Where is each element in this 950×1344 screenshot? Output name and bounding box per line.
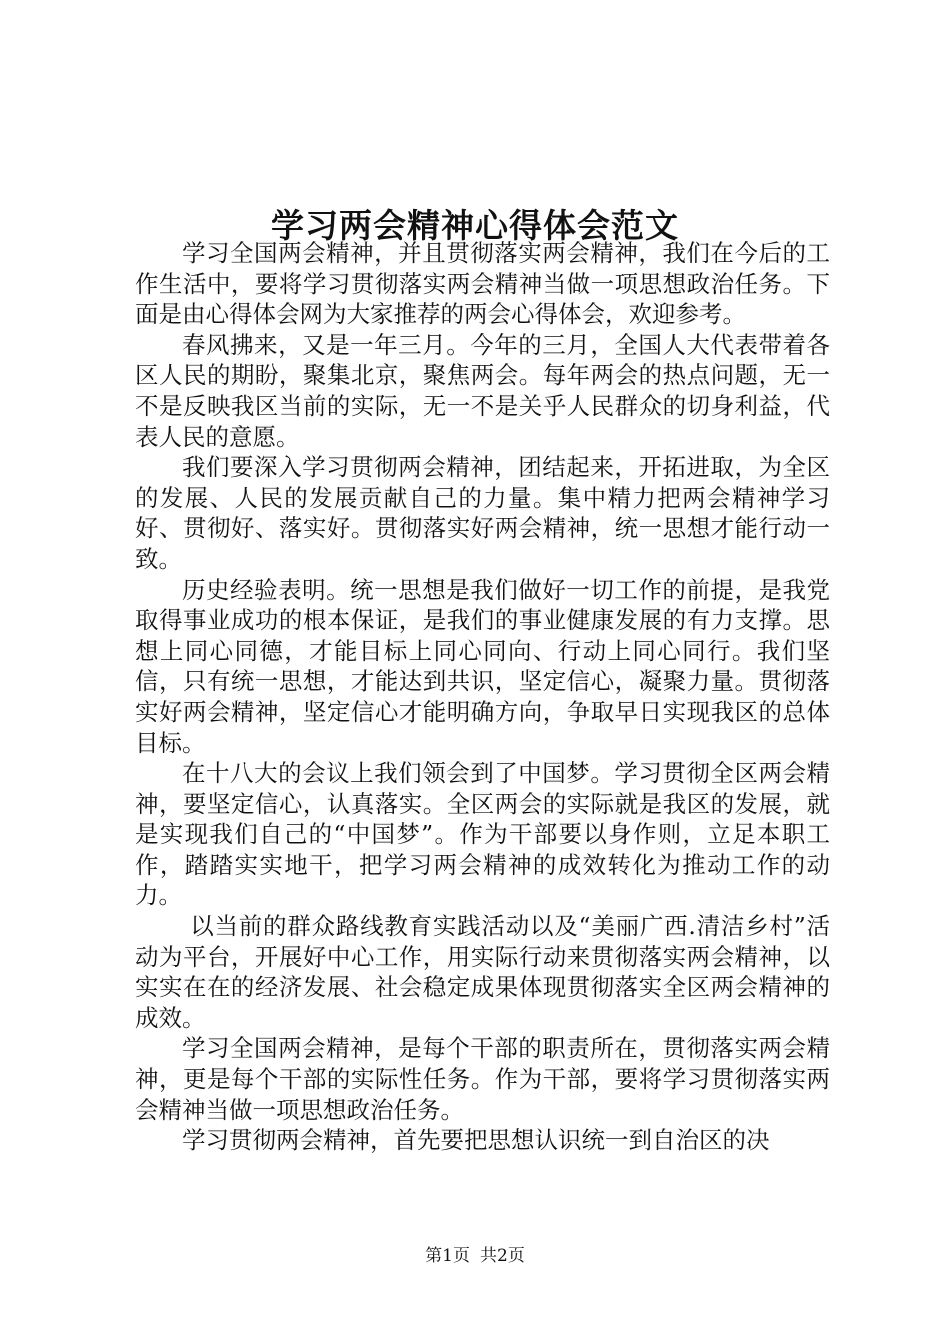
paragraph: 学习全国两会精神，是每个干部的职责所在，贯彻落实两会精神，更是每个干部的实际性任务。作为干部，要将学习贯彻落实两会精神当做一项思想政治任务。 xyxy=(135,1034,830,1124)
paragraph: 以当前的群众路线教育实践活动以及“美丽广西.清洁乡村”活动为平台，开展好中心工作，用实际行动来贯彻落实两会精神，以实实在在的经济发展、社会稳定成果体现贯彻落实全区两会精神的成效。 xyxy=(135,912,830,1032)
document-title: 学习两会精神心得体会范文 xyxy=(271,206,679,246)
paragraph: 学习全国两会精神，并且贯彻落实两会精神，我们在今后的工作生活中，要将学习贯彻落实两会精神当做一项思想政治任务。下面是由心得体会网为大家推荐的两会心得体会，欢迎参考。 xyxy=(135,239,830,329)
paragraph: 学习贯彻两会精神，首先要把思想认识统一到自治区的决 xyxy=(182,1126,770,1155)
paragraph: 历史经验表明。统一思想是我们做好一切工作的前提，是我党取得事业成功的根本保证，是我们的事业健康发展的有力支撑。思想上同心同德，才能目标上同心同向、行动上同心同行。我们坚信，只有统一思想，才能达到共识，坚定信心，凝聚力量。贯彻落实好两会精神，坚定信心才能明确方向，争取早日实现我区的总体目标。 xyxy=(135,575,830,757)
paragraph: 在十八大的会议上我们领会到了中国梦。学习贯彻全区两会精神，要坚定信心，认真落实。全区两会的实际就是我区的发展，就是实现我们自己的“中国梦”。作为干部要以身作则，立足本职工作，踏踏实实地干，把学习两会精神的成效转化为推动工作的动力。 xyxy=(135,759,830,910)
document-body xyxy=(135,238,830,1156)
page-total: 共2页 xyxy=(480,1246,525,1266)
page-footer xyxy=(0,1245,950,1267)
paragraph: 春风拂来，又是一年三月。今年的三月，全国人大代表带着各区人民的期盼，聚集北京，聚焦两会。每年两会的热点问题，无一不是反映我区当前的实际，无一不是关乎人民群众的切身利益，代表人民的意愿。 xyxy=(135,330,830,451)
page-number: 第1页 xyxy=(425,1246,470,1266)
paragraph: 我们要深入学习贯彻两会精神，团结起来，开拓进取，为全区的发展、人民的发展贡献自己的力量。集中精力把两会精神学习好、贯彻好、落实好。贯彻落实好两会精神，统一思想才能行动一致。 xyxy=(135,453,830,573)
